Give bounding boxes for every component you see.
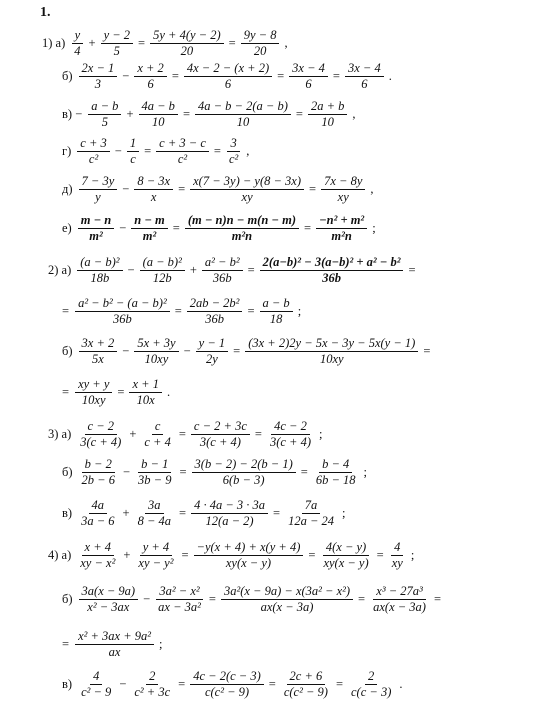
item-label: б)	[62, 592, 73, 607]
fraction	[77, 420, 124, 449]
fraction	[88, 100, 121, 129]
numerator: c	[152, 420, 164, 435]
item-label: б)	[62, 344, 73, 359]
numerator: 3a	[145, 499, 164, 514]
item-label: =	[62, 637, 70, 652]
numerator: y − 1	[196, 337, 228, 352]
operator: =	[181, 548, 189, 563]
numerator: 7x − 8y	[321, 175, 365, 190]
denominator: 3b − 9	[138, 473, 172, 488]
numerator: y	[72, 29, 84, 44]
numerator: 5y + 4(y − 2)	[150, 29, 224, 44]
fraction	[202, 256, 243, 285]
denominator: ax(x − 3a)	[260, 600, 314, 615]
operator: ,	[370, 182, 374, 197]
fraction	[78, 499, 117, 528]
operator: ;	[363, 465, 367, 480]
operator: −	[122, 465, 131, 480]
denominator: 6(b − 3)	[222, 473, 265, 488]
denominator: c(c − 3)	[351, 685, 392, 700]
numerator: 5x + 3y	[134, 337, 178, 352]
fraction	[221, 585, 353, 614]
numerator: x + 4	[82, 541, 114, 556]
numerator: 4a − b − 2(a − b)	[195, 100, 291, 115]
operator: ;	[372, 221, 376, 236]
fraction	[260, 297, 293, 326]
denominator: 10	[236, 115, 250, 130]
operator: =	[144, 144, 152, 159]
operator: =	[171, 69, 179, 84]
operator: ;	[159, 637, 163, 652]
fraction	[313, 458, 359, 487]
operator: =	[273, 506, 281, 521]
item-label: б)	[62, 69, 73, 84]
numerator: 2x − 1	[79, 62, 118, 77]
operator: −	[183, 344, 191, 359]
denominator: c² − 9	[81, 685, 112, 700]
operator: ;	[319, 427, 323, 442]
fraction	[345, 62, 384, 91]
operator: =	[247, 263, 255, 278]
fraction	[156, 137, 209, 166]
denominator: 6b − 18	[315, 473, 356, 488]
fraction	[79, 175, 118, 204]
fraction	[184, 62, 272, 91]
fraction	[131, 670, 173, 699]
operator: +	[88, 36, 96, 51]
operator: =	[358, 592, 366, 607]
fraction	[191, 420, 250, 449]
operator: =	[376, 548, 384, 563]
numerator: −n² + m²	[316, 214, 367, 229]
denominator: c² + 3c	[134, 685, 171, 700]
operator: =	[247, 304, 255, 319]
numerator: 2a + b	[308, 100, 347, 115]
denominator: xy	[241, 190, 253, 205]
denominator: xy(x − y)	[323, 556, 369, 571]
operator: +	[126, 107, 134, 122]
denominator: 8 − 4a	[137, 514, 172, 529]
math-line	[42, 29, 291, 58]
numerator: xy + y	[75, 378, 112, 393]
numerator: a − b	[88, 100, 121, 115]
operator: =	[268, 677, 276, 692]
item-label: в)	[62, 677, 73, 692]
operator: =	[332, 69, 340, 84]
math-line	[48, 541, 417, 570]
numerator: 3a² − x²	[156, 585, 202, 600]
denominator: m²	[89, 229, 103, 244]
item-label: б)	[62, 465, 73, 480]
denominator: 5	[101, 115, 108, 130]
operator: =	[295, 107, 303, 122]
item-label: 1) а)	[42, 36, 66, 51]
numerator: 4c − 2	[271, 420, 310, 435]
fraction	[192, 458, 296, 487]
fraction	[134, 337, 178, 366]
denominator: 20	[253, 44, 267, 59]
denominator: 3a − 6	[81, 514, 115, 529]
numerator: 3a(x − 9a)	[79, 585, 139, 600]
operator: +	[123, 548, 131, 563]
operator: =	[172, 221, 180, 236]
operator: ;	[297, 304, 302, 319]
operator: =	[277, 69, 285, 84]
exercise-number: 1.	[40, 5, 51, 20]
operator: =	[408, 263, 416, 278]
operator: −	[122, 69, 130, 84]
operator: =	[117, 385, 125, 400]
numerator: a² − b²	[202, 256, 243, 271]
math-line	[62, 585, 444, 614]
fraction	[75, 630, 154, 659]
denominator: c + 4	[144, 435, 171, 450]
math-line	[62, 458, 370, 487]
fraction	[134, 175, 173, 204]
denominator: 10x	[136, 393, 155, 408]
denominator: 2b − 6	[81, 473, 115, 488]
operator: −	[119, 221, 127, 236]
denominator: 3(c + 4)	[269, 435, 312, 450]
denominator: xy(x − y)	[225, 556, 272, 571]
fraction	[155, 585, 204, 614]
fraction	[191, 499, 268, 528]
math-line	[48, 420, 326, 449]
fraction	[281, 670, 331, 699]
numerator: 3	[227, 137, 239, 152]
fraction	[194, 541, 304, 570]
fraction	[79, 458, 118, 487]
fraction	[308, 100, 347, 129]
math-line	[62, 297, 304, 326]
fraction	[79, 585, 139, 614]
numerator: a − b	[260, 297, 293, 312]
denominator: ax	[108, 645, 121, 660]
operator: =	[300, 465, 308, 480]
operator: =	[433, 592, 442, 607]
denominator: 3(c + 4)	[199, 435, 241, 450]
numerator: x³ − 27a³	[373, 585, 425, 600]
numerator: 4(x − y)	[323, 541, 369, 556]
operator: =	[213, 144, 221, 159]
denominator: ax(x − 3a)	[373, 600, 426, 615]
math-line	[62, 214, 379, 243]
denominator: 3	[94, 77, 102, 92]
fraction	[134, 62, 166, 91]
denominator: ax − 3a²	[158, 600, 201, 615]
operator: −	[114, 144, 122, 159]
denominator: 18b	[90, 271, 110, 286]
operator: ;	[342, 506, 346, 521]
fraction	[185, 214, 299, 243]
denominator: c²	[177, 152, 188, 167]
fraction	[190, 175, 304, 204]
fraction	[196, 337, 228, 366]
operator: .	[399, 677, 403, 692]
fraction	[77, 541, 118, 570]
math-line	[62, 630, 166, 659]
numerator: a² − b² − (a − b)²	[75, 297, 170, 312]
item-label: в) −	[62, 107, 83, 122]
numerator: (a − b)²	[140, 256, 185, 271]
fraction	[135, 541, 176, 570]
numerator: n − m	[131, 214, 168, 229]
math-line	[48, 256, 419, 285]
fraction	[75, 297, 170, 326]
operator: +	[189, 263, 197, 278]
operator: =	[179, 506, 187, 521]
fraction	[139, 100, 178, 129]
numerator: 1	[127, 137, 139, 152]
numerator: b − 2	[82, 458, 115, 473]
numerator: 4a − b	[139, 100, 178, 115]
numerator: x + 1	[129, 378, 161, 393]
numerator: 4	[90, 670, 102, 685]
operator: =	[178, 677, 186, 692]
numerator: 3(b − 2) − 2(b − 1)	[192, 458, 296, 473]
operator: ,	[352, 107, 356, 122]
denominator: m²n	[231, 229, 253, 244]
numerator: 2	[365, 670, 377, 685]
item-label: 4) а)	[48, 548, 72, 563]
fraction	[135, 499, 174, 528]
fraction	[190, 670, 264, 699]
denominator: 12a − 24	[288, 514, 335, 529]
fraction	[129, 378, 161, 407]
operator: =	[233, 344, 241, 359]
operator: −	[122, 344, 130, 359]
item-label: г)	[62, 144, 72, 159]
fraction	[150, 29, 224, 58]
fraction	[141, 420, 173, 449]
operator: =	[182, 107, 190, 122]
denominator: 5x	[91, 352, 104, 367]
denominator: 12(a − 2)	[205, 514, 254, 529]
fraction	[77, 137, 109, 166]
fraction	[75, 378, 112, 407]
numerator: 4a	[89, 499, 108, 514]
numerator: 7 − 3y	[79, 175, 118, 190]
denominator: 36b	[322, 271, 341, 286]
operator: =	[179, 465, 187, 480]
numerator: 2ab − 2b²	[187, 297, 243, 312]
fraction	[289, 62, 328, 91]
denominator: c(c² − 9)	[283, 685, 328, 700]
numerator: −y(x + 4) + x(y + 4)	[194, 541, 304, 556]
numerator: m − n	[78, 214, 115, 229]
fraction	[77, 256, 122, 285]
operator: =	[228, 36, 236, 51]
fraction	[187, 297, 243, 326]
math-line	[62, 100, 359, 129]
denominator: y	[95, 190, 101, 205]
denominator: 10	[151, 115, 165, 130]
operator: =	[308, 548, 316, 563]
operator: =	[178, 182, 186, 197]
fraction	[226, 137, 241, 166]
numerator: 3x + 2	[79, 337, 118, 352]
denominator: 36b	[205, 312, 224, 327]
denominator: 5	[113, 44, 120, 59]
fraction	[267, 420, 314, 449]
operator: ,	[246, 144, 250, 159]
fraction	[195, 100, 291, 129]
math-line	[62, 670, 405, 699]
math-line	[62, 62, 395, 91]
denominator: 6	[224, 77, 232, 92]
item-label: =	[62, 385, 70, 400]
fraction	[78, 214, 115, 243]
fraction	[78, 670, 114, 699]
numerator: 4x − 2 − (x + 2)	[184, 62, 272, 77]
denominator: x² − 3ax	[87, 600, 130, 615]
fraction	[348, 670, 394, 699]
denominator: 10xy	[144, 352, 169, 367]
operator: .	[388, 69, 392, 84]
denominator: c²	[228, 152, 239, 167]
numerator: x(7 − 3y) − y(8 − 3x)	[190, 175, 304, 190]
numerator: x + 2	[134, 62, 166, 77]
fraction	[260, 256, 404, 285]
denominator: 20	[180, 44, 194, 59]
fraction	[79, 337, 118, 366]
fraction	[320, 541, 371, 570]
fraction	[389, 541, 406, 570]
fraction	[71, 29, 83, 58]
item-label: 2) а)	[48, 263, 72, 278]
operator: −	[122, 182, 130, 197]
fraction	[135, 458, 174, 487]
numerator: y + 4	[140, 541, 172, 556]
denominator: 3(c + 4)	[80, 435, 122, 450]
denominator: xy	[337, 190, 349, 205]
denominator: 12b	[152, 271, 172, 286]
operator: +	[122, 506, 130, 521]
operator: =	[335, 677, 343, 692]
numerator: (m − n)n − m(n − m)	[185, 214, 299, 229]
operator: ,	[284, 36, 288, 51]
item-label: в)	[62, 506, 73, 521]
math-line	[62, 337, 433, 366]
numerator: 7a	[302, 499, 321, 514]
denominator: 18	[269, 312, 283, 327]
item-label: д)	[62, 182, 73, 197]
numerator: b − 1	[138, 458, 171, 473]
denominator: xy − x²	[80, 556, 116, 571]
numerator: 2(a−b)² − 3(a−b)² + a² − b²	[260, 256, 404, 271]
operator: =	[174, 304, 182, 319]
fraction	[316, 214, 367, 243]
fraction	[101, 29, 133, 58]
numerator: c + 3	[77, 137, 109, 152]
denominator: 6	[361, 77, 368, 92]
numerator: 2c + 6	[287, 670, 326, 685]
operator: −	[119, 677, 127, 692]
numerator: x² + 3ax + 9a²	[75, 630, 154, 645]
operator: =	[254, 427, 262, 442]
denominator: 36b	[212, 271, 232, 286]
denominator: 6	[147, 77, 154, 92]
denominator: 4	[74, 44, 81, 59]
numerator: c − 2 + 3c	[191, 420, 250, 435]
numerator: 2	[146, 670, 158, 685]
numerator: 4c − 2(c − 3)	[190, 670, 264, 685]
denominator: m²n	[331, 229, 352, 244]
item-label: =	[62, 304, 70, 319]
denominator: 10xy	[81, 393, 106, 408]
item-label: 3) а)	[48, 427, 72, 442]
denominator: x	[150, 190, 157, 205]
fraction	[140, 256, 185, 285]
item-label: е)	[62, 221, 72, 236]
denominator: 2y	[206, 352, 218, 367]
operator: =	[208, 592, 216, 607]
denominator: xy − y²	[138, 556, 174, 571]
fraction	[285, 499, 337, 528]
operator: ;	[410, 548, 415, 563]
math-line	[62, 378, 173, 407]
math-line	[62, 499, 349, 528]
denominator: c	[130, 152, 136, 167]
operator: −	[127, 263, 135, 278]
fraction	[241, 29, 280, 58]
fraction	[79, 62, 118, 91]
numerator: 3x − 4	[289, 62, 328, 77]
numerator: c + 3 − c	[156, 137, 209, 152]
denominator: 6	[305, 77, 312, 92]
numerator: (a − b)²	[77, 256, 122, 271]
numerator: y − 2	[101, 29, 133, 44]
numerator: (3x + 2)2y − 5x − 3y − 5x(y − 1)	[245, 337, 418, 352]
fraction	[131, 214, 168, 243]
numerator: 3x − 4	[345, 62, 384, 77]
denominator: c²	[88, 152, 99, 167]
operator: +	[129, 427, 137, 442]
numerator: 4 · 4a − 3 · 3a	[191, 499, 268, 514]
numerator: c − 2	[85, 420, 117, 435]
denominator: c(c² − 9)	[204, 685, 250, 700]
math-line	[62, 175, 377, 204]
operator: −	[143, 592, 151, 607]
denominator: 36b	[113, 312, 132, 327]
numerator: 4	[391, 541, 403, 556]
denominator: xy	[391, 556, 403, 571]
operator: =	[304, 221, 312, 236]
operator: =	[309, 182, 317, 197]
fraction	[321, 175, 365, 204]
operator: =	[423, 344, 431, 359]
operator: =	[138, 36, 146, 51]
denominator: m²	[142, 229, 157, 244]
operator: =	[178, 427, 186, 442]
fraction	[245, 337, 418, 366]
fraction	[370, 585, 429, 614]
fraction	[127, 137, 139, 166]
numerator: 3a²(x − 9a) − x(3a² − x²)	[221, 585, 353, 600]
denominator: 10xy	[319, 352, 344, 367]
numerator: b − 4	[319, 458, 352, 473]
denominator: 10	[321, 115, 334, 130]
operator: .	[166, 385, 171, 400]
numerator: 9y − 8	[241, 29, 280, 44]
math-line	[62, 137, 252, 166]
numerator: 8 − 3x	[134, 175, 173, 190]
